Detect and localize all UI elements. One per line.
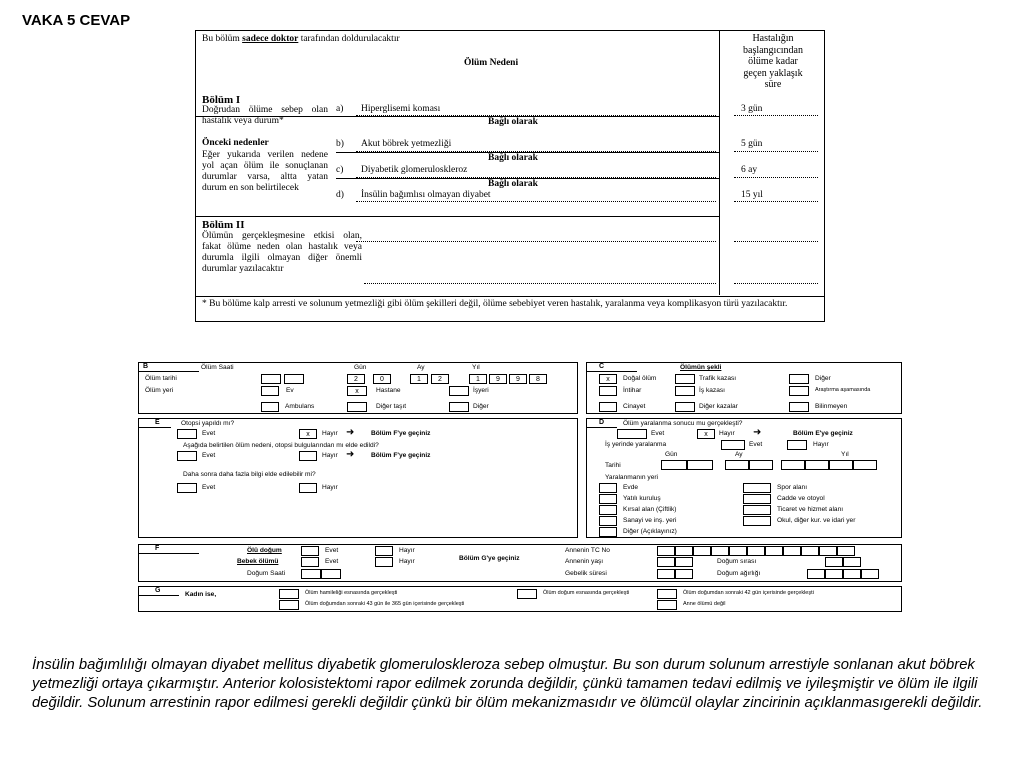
row-separator (336, 152, 719, 153)
more-info-yes-checkbox[interactable] (177, 483, 197, 493)
arrow-right-icon: ➜ (753, 427, 762, 438)
part2-line (356, 241, 716, 242)
place-checkbox[interactable] (599, 483, 617, 493)
place-label: Sanayi ve inş. yeri (623, 517, 677, 524)
workplace-label: İşyeri (473, 387, 489, 394)
section-bar (139, 595, 179, 596)
infant-death-label: Bebek ölümü (237, 558, 279, 565)
ambulance-checkbox[interactable] (261, 402, 279, 412)
under-investigation-label: Araştırma aşamasında (815, 387, 871, 393)
place-checkbox[interactable] (599, 527, 617, 537)
autopsy-yes-checkbox[interactable] (177, 429, 197, 439)
yes-label: Evet (325, 558, 339, 565)
birth-weight-box[interactable] (843, 569, 861, 579)
section-bar (139, 371, 199, 372)
part1-description: Doğrudan ölüme sebep olan hastalık veya durum* (202, 105, 328, 126)
no-label: Hayır (322, 452, 338, 459)
form-header (202, 34, 400, 44)
linked-label: Bağlı olarak (488, 179, 538, 189)
arrow-right-icon: ➜ (346, 427, 355, 438)
home-label: Ev (286, 387, 294, 394)
section-c (586, 362, 902, 414)
yes-label: Evet (651, 430, 665, 437)
header-prefix: Bu bölüm (202, 34, 240, 44)
early-postpartum-label: Ölüm doğumdan sonraki 42 gün içerisinde gerçekleşti (683, 590, 814, 596)
row-letter: b) (336, 139, 344, 149)
linked-label: Bağlı olarak (488, 117, 538, 127)
part2-line (364, 283, 716, 284)
arrow-right-icon: ➜ (346, 449, 355, 460)
date-digit-box[interactable]: 1 (469, 374, 487, 384)
workplace-checkbox[interactable] (449, 386, 469, 396)
mother-id-digit-box[interactable] (801, 546, 819, 556)
suicide-checkbox[interactable] (599, 386, 617, 396)
section-label: G (155, 587, 161, 594)
homicide-checkbox[interactable] (599, 402, 617, 412)
duration-header-line: süre (764, 79, 782, 90)
place-checkbox[interactable] (743, 505, 771, 515)
injury-place-label: Yaralanmanın yeri (605, 474, 659, 481)
slide-title: VAKA 5 CEVAP (22, 12, 131, 29)
yes-label: Evet (202, 452, 216, 459)
no-label: Hayır (813, 441, 829, 448)
autopsy-findings-question: Aşağıda belirtilen ölüm nedeni, otopsi bulgularından mı elde edildi? (183, 442, 379, 449)
traffic-checkbox[interactable] (675, 374, 695, 384)
birth-hour-box[interactable] (301, 569, 321, 579)
other-vehicle-checkbox[interactable] (347, 402, 367, 412)
minute-box[interactable] (284, 374, 304, 384)
no-label: Hayır (719, 430, 735, 437)
mother-age-box[interactable] (675, 557, 693, 567)
place-label: Ticaret ve hizmet alanı (777, 506, 844, 513)
death-cause-form (195, 30, 825, 322)
manner-title: Ölümün şekli (680, 364, 722, 371)
section-b (138, 362, 578, 414)
section-label: F (155, 545, 160, 552)
footnote: * Bu bölüme kalp arresti ve solunum yetmezliği gibi ölüm şekilleri değil, ölüme sebebiyet veren hastalık, yaralanma veya komplikasyon türü yazılacaktır. (202, 299, 788, 309)
autopsy-no-checkbox[interactable]: x (299, 429, 317, 439)
natural-label: Doğal ölüm (623, 375, 657, 382)
birth-order-box[interactable] (825, 557, 843, 567)
place-checkbox[interactable] (599, 505, 617, 515)
place-label: Okul, diğer kur. ve idari yer (777, 517, 856, 524)
late-postpartum-checkbox[interactable] (279, 600, 299, 610)
mother-id-digit-box[interactable] (729, 546, 747, 556)
injury-day-box[interactable] (661, 460, 687, 470)
autopsy-question: Otopsi yapıldı mı? (181, 420, 235, 427)
duration-header (720, 33, 826, 91)
mother-id-digit-box[interactable] (765, 546, 783, 556)
cause-value: İnsülin bağımlısı olmayan diyabet (361, 190, 491, 200)
birth-time-label: Doğum Saati (247, 570, 286, 577)
case-explanation: İnsülin bağımlılığı olmayan diyabet mellitus diyabetik glomeruloskleroza sebep olmuştur. Bu son durum solunum arrestiyle sonlanan akut böbrek yetmezliği ortaya çıkarmıştır. Anterior kolosistektomi rapor edilmek zorunda değildir, çünkü tamamen tedavi edilmiş ve iyileşmiştir ve ölüm ile ilgili değildir. Solunum arrestinin rapor edilmesi gerekli değildir çünkü bir ölüm mekanizmasıdır ve ölümcül olaylar zincirinin açıklanmasıgerekli değildir. (32, 657, 983, 711)
section-bar (587, 371, 637, 372)
section-label: C (599, 363, 605, 370)
other-place-label: Diğer (473, 403, 489, 410)
hospital-checkbox[interactable]: x (347, 386, 367, 396)
homicide-label: Cinayet (623, 403, 646, 410)
hour-box[interactable] (261, 374, 281, 384)
stillbirth-no-checkbox[interactable] (375, 546, 393, 556)
date-digit-box[interactable]: 1 (410, 374, 428, 384)
birth-weight-label: Doğum ağırlığı (717, 570, 761, 577)
work-accident-label: İş kazası (699, 387, 726, 394)
section-bar (587, 427, 617, 428)
other-vehicle-label: Diğer taşıt (376, 403, 407, 410)
section-f (138, 544, 902, 582)
duration-line (734, 177, 818, 178)
mother-age-box[interactable] (657, 557, 675, 567)
natural-checkbox[interactable]: x (599, 374, 617, 384)
mother-id-digit-box[interactable] (747, 546, 765, 556)
date-digit-box[interactable]: 2 (347, 374, 365, 384)
traffic-label: Trafik kazası (699, 375, 737, 382)
pregnancy-checkbox[interactable] (279, 589, 299, 599)
infant-no-checkbox[interactable] (375, 557, 393, 567)
mother-id-digit-box[interactable] (837, 546, 855, 556)
infant-yes-checkbox[interactable] (301, 557, 319, 567)
cause-header: Ölüm Nedeni (464, 58, 519, 68)
mother-id-digit-box[interactable] (675, 546, 693, 556)
home-checkbox[interactable] (261, 386, 279, 396)
duration-value: 6 ay (741, 165, 758, 175)
row-separator (336, 178, 719, 179)
row-letter: a) (336, 104, 344, 114)
gestation-box[interactable] (657, 569, 675, 579)
death-date-label: Ölüm tarihi (145, 375, 177, 382)
other-manner-checkbox[interactable] (789, 374, 809, 384)
day-label: Gün (665, 451, 678, 458)
yes-label: Evet (749, 441, 763, 448)
injury-year-box[interactable] (781, 460, 805, 470)
section-bar (139, 427, 171, 428)
goto-e-label: Bölüm E'ye geçiniz (793, 430, 853, 437)
cause-line (356, 201, 716, 202)
mother-id-label: Annenin TC No (565, 547, 610, 554)
birth-weight-box[interactable] (807, 569, 825, 579)
other-place-checkbox[interactable] (449, 402, 469, 412)
unknown-checkbox[interactable] (789, 402, 809, 412)
header-suffix: tarafından doldurulacaktır (300, 34, 400, 44)
day-label: Gün (354, 364, 367, 371)
gestation-box[interactable] (675, 569, 693, 579)
date-digit-box[interactable]: 9 (509, 374, 527, 384)
place-checkbox[interactable] (599, 516, 617, 526)
birth-order-box[interactable] (843, 557, 861, 567)
injury-yes-checkbox[interactable] (617, 429, 647, 439)
delivery-checkbox[interactable] (517, 589, 537, 599)
part2-description: Ölümün gerçekleşmesine etkisi olan, fakat ölüme neden olan hastalık veya durumla ilgili olmayan diğer önemli durumlar yazılacaktır (202, 231, 362, 274)
other-accident-checkbox[interactable] (675, 402, 695, 412)
place-label: Yatılı kuruluş (623, 495, 661, 502)
more-info-question: Daha sonra daha fazla bilgi elde edilebilir mi? (183, 471, 316, 478)
date-digit-box[interactable]: 2 (431, 374, 449, 384)
section-label: D (599, 419, 605, 426)
place-label: Spor alanı (777, 484, 808, 491)
date-digit-box[interactable]: 0 (373, 374, 391, 384)
not-maternal-checkbox[interactable] (657, 600, 677, 610)
yes-label: Evet (202, 430, 216, 437)
pregnancy-label: Ölüm hamileliği esnasında gerçekleşti (305, 590, 398, 596)
section-bar (139, 553, 199, 554)
footnote-separator (196, 296, 824, 297)
if-female-label: Kadın ise, (185, 591, 217, 598)
ambulance-label: Ambulans (285, 403, 315, 410)
suicide-label: İntihar (623, 387, 642, 394)
no-label: Hayır (322, 484, 338, 491)
more-info-no-checkbox[interactable] (299, 483, 317, 493)
prior-causes-title: Önceki nedenler (202, 138, 269, 148)
yes-label: Evet (202, 484, 216, 491)
month-label: Ay (417, 364, 425, 371)
other-accident-label: Diğer kazalar (699, 403, 738, 410)
linked-label: Bağlı olarak (488, 153, 538, 163)
section-e (138, 418, 578, 538)
mother-id-digit-box[interactable] (819, 546, 837, 556)
under-investigation-checkbox[interactable] (789, 386, 809, 396)
mother-id-digit-box[interactable] (711, 546, 729, 556)
goto-f-label: Bölüm F'ye geçiniz (371, 430, 431, 437)
header-emphasis: sadece doktor (242, 34, 299, 44)
delivery-label: Ölüm doğum esnasında gerçekleşti (543, 590, 630, 596)
year-label: Yıl (841, 451, 849, 458)
not-maternal-label: Anne ölümü değil (683, 601, 726, 607)
row-letter: c) (336, 165, 344, 175)
injury-day-box[interactable] (687, 460, 713, 470)
duration-line (734, 151, 818, 152)
part2-title: Bölüm II (202, 219, 245, 231)
stillbirth-label: Ölü doğum (247, 547, 282, 554)
cause-value: Akut böbrek yetmezliği (361, 139, 452, 149)
cause-value: Hiperglisemi koması (361, 104, 441, 114)
yes-label: Evet (325, 547, 339, 554)
work-injury-no-checkbox[interactable] (787, 440, 807, 450)
place-label: Evde (623, 484, 639, 491)
duration-header-line: ölüme kadar (748, 56, 798, 67)
cause-value: Diyabetik glomeruloskleroz (361, 165, 468, 175)
duration-line (734, 201, 818, 202)
duration-value: 3 gün (741, 104, 763, 114)
date-digit-box[interactable]: 9 (489, 374, 507, 384)
place-label: Kırsal alan (Çiftlik) (623, 506, 677, 513)
part1-title: Bölüm I (202, 94, 241, 106)
duration-value: 15 yıl (741, 190, 763, 200)
hospital-label: Hastane (376, 387, 401, 394)
place-checkbox[interactable] (743, 516, 771, 526)
injury-year-box[interactable] (853, 460, 877, 470)
section-separator (196, 216, 719, 217)
duration-header-line: başlangıcından (743, 44, 803, 56)
birth-weight-box[interactable] (861, 569, 879, 579)
section-g (138, 586, 902, 612)
death-time-label: Ölüm Saati (201, 364, 234, 371)
mother-age-label: Annenin yaşı (565, 558, 604, 565)
stillbirth-yes-checkbox[interactable] (301, 546, 319, 556)
prior-causes-description: Eğer yukarıda verilen nedene yol açan ölüm ile sonuçlanan durumlar varsa, altta yatan durum en son belirtilecek (202, 150, 328, 193)
unknown-label: Bilinmeyen (815, 403, 848, 410)
duration-line (734, 115, 818, 116)
mother-id-digit-box[interactable] (783, 546, 801, 556)
place-label: Cadde ve otoyol (777, 495, 825, 502)
injury-year-box[interactable] (829, 460, 853, 470)
findings-yes-checkbox[interactable] (177, 451, 197, 461)
duration-header-line: Hastalığın (752, 33, 794, 44)
injury-no-checkbox[interactable]: x (697, 429, 715, 439)
other-manner-label: Diğer (815, 375, 831, 382)
findings-no-checkbox[interactable] (299, 451, 317, 461)
mother-id-digit-box[interactable] (693, 546, 711, 556)
birth-weight-box[interactable] (825, 569, 843, 579)
row-letter: d) (336, 190, 344, 200)
month-label: Ay (735, 451, 743, 458)
part2-duration-line (734, 241, 818, 242)
place-checkbox[interactable] (743, 483, 771, 493)
injury-year-box[interactable] (805, 460, 829, 470)
work-accident-checkbox[interactable] (675, 386, 695, 396)
year-label: Yıl (472, 364, 480, 371)
birth-order-label: Doğum sırası (717, 558, 757, 565)
place-checkbox[interactable] (743, 494, 771, 504)
place-checkbox[interactable] (599, 494, 617, 504)
late-postpartum-label: Ölüm doğumdan sonraki 43 gün ile 365 gün içerisinde gerçekleşti (305, 601, 465, 607)
mother-id-digit-box[interactable] (657, 546, 675, 556)
goto-g-label: Bölüm G'ye geçiniz (459, 555, 520, 562)
section-label: E (155, 419, 160, 426)
early-postpartum-checkbox[interactable] (657, 589, 677, 599)
death-place-label: Ölüm yeri (145, 387, 174, 394)
duration-value: 5 gün (741, 139, 763, 149)
no-label: Hayır (399, 558, 415, 565)
no-label: Hayır (322, 430, 338, 437)
work-injury-yes-checkbox[interactable] (721, 440, 745, 450)
part2-duration-line (734, 283, 818, 284)
row-separator (196, 116, 719, 117)
injury-month-box[interactable] (725, 460, 749, 470)
injury-month-box[interactable] (749, 460, 773, 470)
gestation-label: Gebelik süresi (565, 570, 607, 577)
place-label: Diğer (Açıklayınız) (623, 528, 677, 535)
work-injury-label: İş yerinde yaralanma (605, 441, 667, 448)
section-label: B (143, 363, 149, 370)
injury-question: Ölüm yaralanma sonucu mu gerçekleşti? (623, 420, 743, 427)
birth-minute-box[interactable] (321, 569, 341, 579)
date-digit-box[interactable]: 8 (529, 374, 547, 384)
section-d (586, 418, 902, 538)
duration-header-line: geçen yaklaşık (743, 67, 803, 79)
date-label: Tarihi (605, 462, 621, 469)
no-label: Hayır (399, 547, 415, 554)
goto-f-label: Bölüm F'ye geçiniz (371, 452, 431, 459)
